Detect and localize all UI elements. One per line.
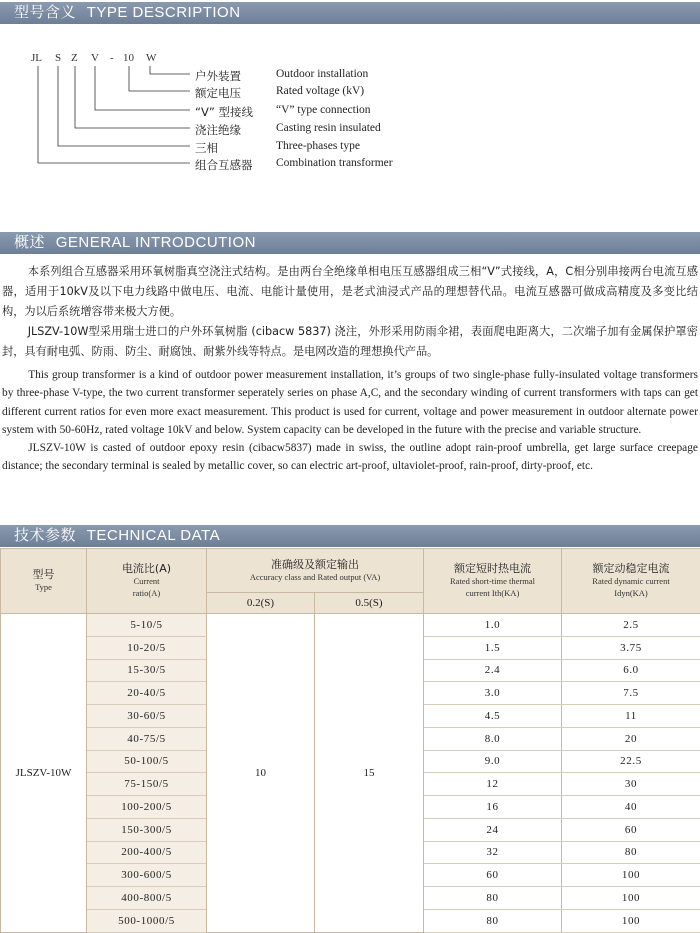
dynamic-current-cell: 60 <box>562 818 700 841</box>
general-header-en: GENERAL INTRODCUTION <box>56 234 256 251</box>
thermal-current-cell: 2.4 <box>424 659 562 682</box>
code-letter-jl: JL <box>31 52 42 64</box>
ratio-cell: 5-10/5 <box>87 614 207 637</box>
desc-en-outdoor: Outdoor installation <box>276 68 368 80</box>
dynamic-current-cell: 11 <box>562 705 700 728</box>
thermal-current-cell: 80 <box>424 887 562 910</box>
tech-header-en: TECHNICAL DATA <box>87 527 220 544</box>
ratio-cell: 200-400/5 <box>87 841 207 864</box>
technical-data-body <box>1 614 700 933</box>
dynamic-current-cell: 20 <box>562 727 700 750</box>
code-letter-10: 10 <box>123 52 134 64</box>
th-current-ratio: 电流比(A) Current ratio(A) <box>87 549 207 614</box>
desc-cn-voltage: 额定电压 <box>195 85 241 101</box>
intro-para-cn-1: 本系列组合互感器采用环氧树脂真空浇注式结构。是由两台全绝缘单相电压互感器组成三相“V”式接线，A，C相分别串接两台电流互感器，适用于10kV及以下电力线路中做电压、电流、电能计量使用，是老式油浸式产品的理想替代品。电流互感器可做成高精度及多变比结构，为以后系统增容带来极大方便。 <box>0 262 700 322</box>
thermal-current-cell: 4.5 <box>424 705 562 728</box>
desc-en-threephase: Three-phases type <box>276 140 360 152</box>
thermal-current-cell: 1.5 <box>424 636 562 659</box>
intro-para-cn-2: JLSZV-10W型采用瑞士进口的户外环氧树脂 (cibacw 5837) 浇注，外形采用防雨伞裙，表面爬电距离大，二次端子加有金属保护罩密封，具有耐电弧、防雨、防尘、耐腐蚀、耐紫外线等特点。是电网改造的理想换代产品。 <box>0 322 700 362</box>
dynamic-current-cell: 100 <box>562 887 700 910</box>
intro-para-en-2: JLSZV-10W is casted of outdoor epoxy resin (cibacw5837) made in swiss, the outline adopt rain-proof umbrella, get large surface creepage distance; the secondary terminal is sealed by metallic cover, so can electric art-proof, ultaviolet-proof, rain-proof, dirty-proof, etc. <box>0 439 700 476</box>
dynamic-current-cell: 100 <box>562 909 700 932</box>
dynamic-current-cell: 3.75 <box>562 636 700 659</box>
ratio-cell: 15-30/5 <box>87 659 207 682</box>
thermal-current-cell: 12 <box>424 773 562 796</box>
thermal-current-cell: 1.0 <box>424 614 562 637</box>
type-connector-lines <box>0 44 200 184</box>
tech-header-cn: 技术参数 <box>14 527 76 544</box>
dynamic-current-cell: 2.5 <box>562 614 700 637</box>
type-code-diagram <box>0 44 700 184</box>
dynamic-current-cell: 30 <box>562 773 700 796</box>
code-letter-w: W <box>146 52 156 64</box>
thermal-current-cell: 80 <box>424 909 562 932</box>
intro-para-en-1: This group transformer is a kind of outdoor power measurement installation, it’s groups of two single-phase fully-insulated voltage transformers by three-phase V-type, the two current transformer seperately series on phase A,C, and the secondary winding of current transformers with taps can get different current ratios for even more exact measurement. This product is used for current, voltage and power measurement in outdoor alternate power system with 50-60Hz, rated voltage 10kV and below. System capacity can be developed in the future with the precise and variable structure. <box>0 366 700 439</box>
general-intro-body <box>0 262 700 476</box>
ratio-cell: 150-300/5 <box>87 818 207 841</box>
desc-en-vtype: “V” type connection <box>276 104 371 116</box>
thermal-current-cell: 8.0 <box>424 727 562 750</box>
acc-05-value-cell: 15 <box>315 614 424 933</box>
desc-cn-combination: 组合互感器 <box>195 157 253 173</box>
th-thermal-current: 额定短时热电流 Rated short-time thermal current Ith(KA) <box>424 549 562 614</box>
technical-data-header <box>0 525 700 547</box>
ratio-cell: 50-100/5 <box>87 750 207 773</box>
dynamic-current-cell: 22.5 <box>562 750 700 773</box>
th-dynamic-current: 额定动稳定电流 Rated dynamic current Idyn(KA) <box>562 549 700 614</box>
dynamic-current-cell: 40 <box>562 796 700 819</box>
thermal-current-cell: 32 <box>424 841 562 864</box>
code-letter-v: V <box>91 52 99 64</box>
ratio-cell: 100-200/5 <box>87 796 207 819</box>
model-cell: JLSZV-10W <box>1 614 87 933</box>
dynamic-current-cell: 100 <box>562 864 700 887</box>
ratio-cell: 20-40/5 <box>87 682 207 705</box>
ratio-cell: 75-150/5 <box>87 773 207 796</box>
dynamic-current-cell: 7.5 <box>562 682 700 705</box>
acc-02-value-cell: 10 <box>207 614 315 933</box>
general-intro-header <box>0 232 700 254</box>
code-letter-z: Z <box>71 52 78 64</box>
desc-cn-outdoor: 户外装置 <box>195 68 241 84</box>
thermal-current-cell: 9.0 <box>424 750 562 773</box>
ratio-cell: 500-1000/5 <box>87 909 207 932</box>
desc-cn-threephase: 三相 <box>195 140 218 156</box>
technical-data-table <box>0 548 700 933</box>
desc-en-casting: Casting resin insulated <box>276 122 381 134</box>
thermal-current-cell: 3.0 <box>424 682 562 705</box>
type-description-header <box>0 2 700 24</box>
dynamic-current-cell: 80 <box>562 841 700 864</box>
desc-cn-vtype: “V” 型接线 <box>195 104 253 120</box>
thermal-current-cell: 60 <box>424 864 562 887</box>
th-acc-05: 0.5(S) <box>315 593 424 614</box>
desc-en-voltage: Rated voltage (kV) <box>276 85 364 97</box>
code-letter-s: S <box>55 52 61 64</box>
code-letter-dash: - <box>110 52 114 64</box>
th-acc-02: 0.2(S) <box>207 593 315 614</box>
table-row <box>1 614 700 637</box>
ratio-cell: 30-60/5 <box>87 705 207 728</box>
desc-cn-casting: 浇注绝缘 <box>195 122 241 138</box>
ratio-cell: 10-20/5 <box>87 636 207 659</box>
thermal-current-cell: 16 <box>424 796 562 819</box>
ratio-cell: 400-800/5 <box>87 887 207 910</box>
ratio-cell: 300-600/5 <box>87 864 207 887</box>
desc-en-combination: Combination transformer <box>276 157 393 169</box>
type-header-en: TYPE DESCRIPTION <box>87 4 241 21</box>
dynamic-current-cell: 6.0 <box>562 659 700 682</box>
ratio-cell: 40-75/5 <box>87 727 207 750</box>
type-header-cn: 型号含义 <box>14 4 76 21</box>
thermal-current-cell: 24 <box>424 818 562 841</box>
th-type: 型号 Type <box>1 549 87 614</box>
general-header-cn: 概述 <box>14 234 45 251</box>
th-accuracy-class: 准确级及额定输出 Accuracy class and Rated output (VA) <box>207 549 424 593</box>
